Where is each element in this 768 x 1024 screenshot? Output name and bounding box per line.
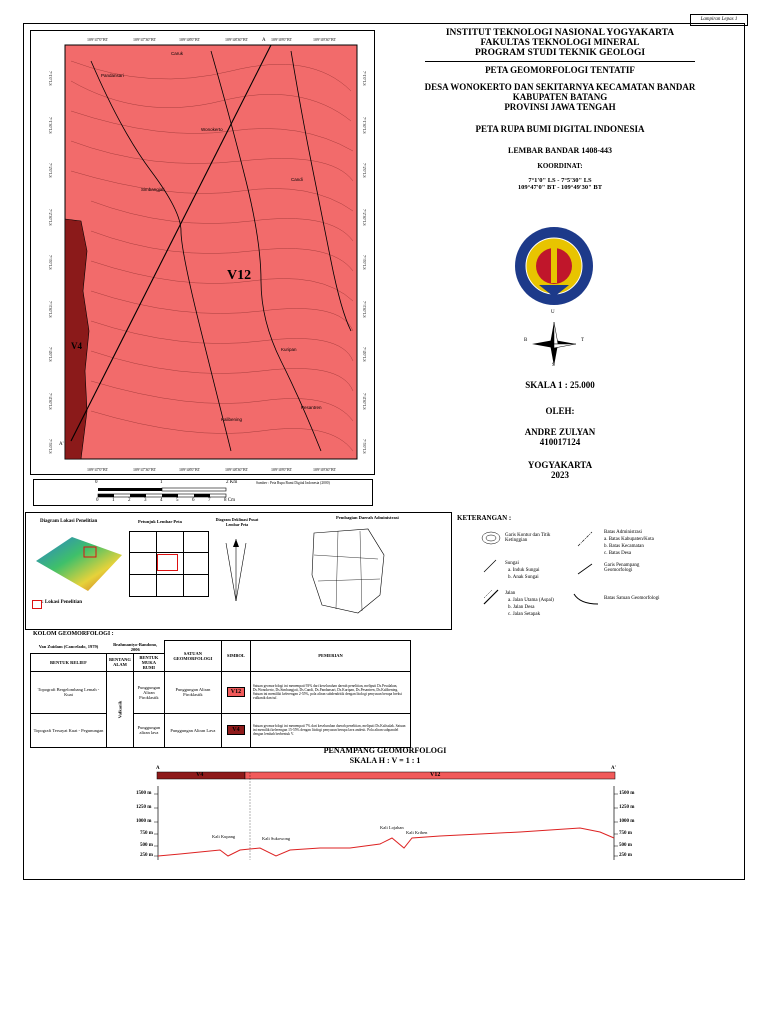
map-place-label: Kalibening xyxy=(221,417,243,422)
declination-diagram xyxy=(212,535,272,605)
scale-km-2: 2 Km xyxy=(226,480,238,485)
section-unit-v4: V4 xyxy=(196,772,204,778)
compass-south: S xyxy=(552,363,555,368)
map-tick-top: 109°48'30"BT xyxy=(225,37,249,42)
symbol-v4: V4 xyxy=(227,725,244,735)
map-tick-top: 109°47'0"BT xyxy=(87,37,109,42)
map-tick-left: 7°1'30"LS xyxy=(48,117,53,134)
scale-cm-label: 7 xyxy=(208,498,211,503)
elev-right-1250: 1250 m xyxy=(619,805,635,810)
unit-v4-area xyxy=(65,219,89,459)
map-tick-left: 7°4'0"LS xyxy=(48,347,53,362)
location-line3: PROVINSI JAWA TENGAH xyxy=(504,102,616,112)
elev-left-500: 500 m xyxy=(140,843,153,848)
map-tick-bottom: 109°47'30"BT xyxy=(133,467,157,472)
header-rule xyxy=(425,61,695,62)
col-pemerian: PEMERIAN xyxy=(250,641,410,672)
elev-right-750: 750 m xyxy=(619,831,632,836)
map-tick-right: 7°2'30"LS xyxy=(362,209,367,226)
row-simbol-cell xyxy=(221,671,250,713)
map-tick-top: 109°47'30"BT xyxy=(133,37,157,42)
col-vanzuidam: Van Zuidam (Cancelado, 1979) xyxy=(38,644,99,649)
scale-cm-label: 0 xyxy=(96,498,99,503)
map-tick-bottom: 109°48'0"BT xyxy=(179,467,201,472)
row-pemerian: Satuan geomorfologi ini menempati 7% dari keseluruhan daerah penelitian, meliputi Ds.Kalisalak. Satuan ini memiliki kelerengan 15-55% dengan litologi penyusun berupa lava andesit. Pola aliran subparalel dengan lembah berbentuk V. xyxy=(250,713,410,747)
section-point-a2: A' xyxy=(611,766,616,771)
compass-east: T xyxy=(581,338,585,343)
geomorphology-map[interactable] xyxy=(31,31,376,476)
location-line1: DESA WONOKERTO DAN SEKITARNYA KECAMATAN BANDAR xyxy=(424,82,696,92)
map-tick-left: 7°4'30"LS xyxy=(48,393,53,410)
row-muka: Punggungan aliran lava xyxy=(133,713,164,747)
legend-road-path: c. Jalan Setapak xyxy=(508,612,541,617)
col-satuan: SATUAN GEOMORFOLOGI xyxy=(164,641,221,672)
elev-left-250: 250 m xyxy=(140,853,153,858)
legend-admin: Batas Administrasi xyxy=(604,530,642,535)
map-place-label: Caruk xyxy=(171,51,184,56)
compass-north: U xyxy=(551,310,555,315)
map-tick-right: 7°1'0"LS xyxy=(362,71,367,86)
section-unit-v12: V12 xyxy=(430,772,441,778)
scale-cm-label: 8 Cm xyxy=(224,498,235,503)
map-tick-left: 7°5'0"LS xyxy=(48,439,53,454)
row-pemerian: Satuan geomorfologi ini menempati 93% dari keseluruhan daerah penelitian, meliputi Ds.Pesalakan, Ds.Wonokerto, Ds.Simbangjati, Ds.Candi, Ds.Pandansari, Ds.Kuripan, Ds.Pesantren, Ds.Kalibening. Satuan ini memiliki kelerengan 2-55%, pola aliran subdendritik dengan litologi penyusun berupa breksi vulkanik dan tuf. xyxy=(250,671,410,713)
legend-admin-desa: c. Batas Desa xyxy=(604,551,632,556)
unit-boundary-icon xyxy=(572,592,600,606)
elev-right-1000: 1000 m xyxy=(619,819,635,824)
map-title: PETA GEOMORFOLOGI TENTATIF xyxy=(485,65,635,75)
legend-section: Garis Penampang Geomorfologi xyxy=(604,563,640,573)
row-relief: Topografi Bergelombang Lemah - Kuat xyxy=(31,671,107,713)
map-scale: SKALA 1 : 25.000 xyxy=(525,380,595,390)
keterangan-title: KETERANGAN : xyxy=(457,514,512,522)
map-tick-top: 109°48'0"BT xyxy=(179,37,201,42)
scale-cm-label: 2 xyxy=(128,498,131,503)
river-label: Kali Kriben xyxy=(406,830,428,835)
row-muka: Punggungan Aliran Piroklastik xyxy=(133,671,164,713)
bentang-value: Vulkanik xyxy=(117,700,123,718)
scale-cm-label: 6 xyxy=(192,498,195,503)
elev-right-1500: 1500 m xyxy=(619,791,635,796)
map-place-label: Kuripan xyxy=(281,347,297,352)
institute-name: INSTITUT TEKNOLOGI NASIONAL YOGYAKARTA xyxy=(445,28,675,38)
scale-km-1: 1 xyxy=(160,480,163,485)
legend-river-main: a. Induk Sungai xyxy=(508,568,540,573)
bentang-cell xyxy=(107,671,134,747)
map-tick-top: 109°49'30"BT xyxy=(313,37,337,42)
admin-boundary-icon xyxy=(576,530,594,548)
map-tick-right: 7°4'30"LS xyxy=(362,393,367,410)
north-arrow-icon xyxy=(530,320,578,368)
coordinate-label: KOORDINAT: xyxy=(537,162,583,170)
row-simbol-cell xyxy=(221,713,250,747)
faculty-name: FAKULTAS TEKNOLOGI MINERAL xyxy=(480,38,640,48)
elev-left-1250: 1250 m xyxy=(136,805,152,810)
map-tick-bottom: 109°48'30"BT xyxy=(225,467,249,472)
coordinate-lon: 109°47'0" BT - 109°49'30" BT xyxy=(517,184,603,191)
scale-cm-label: 4 xyxy=(160,498,163,503)
road-icon xyxy=(482,588,500,606)
lokasi-legend: : Lokasi Penelitian xyxy=(42,600,83,605)
elev-right-250: 250 m xyxy=(619,853,632,858)
row-relief: Topografi Tersayat Kuat - Pegunungan xyxy=(31,713,107,747)
kolom-title: KOLOM GEOMORFOLOGI : xyxy=(33,631,114,637)
city-name: YOGYAKARTA xyxy=(527,460,593,470)
map-unit-v12: V12 xyxy=(227,268,252,283)
sub-bentuk-relief: BENTUK RELIEF xyxy=(31,653,107,671)
year: 2023 xyxy=(551,470,569,480)
map-place-label: Candi xyxy=(291,177,303,182)
legend-road-main: a. Jalan Utama (Aspal) xyxy=(508,598,554,603)
legend-river-trib: b. Anak Sungai xyxy=(508,575,539,580)
row-satuan: Punggungan Aliran Lava xyxy=(164,713,221,747)
map-tick-bottom: 109°47'0"BT xyxy=(87,467,109,472)
institute-logo xyxy=(513,225,595,307)
river-label: Kali Lojahan xyxy=(380,825,404,830)
admin-division-map xyxy=(308,525,390,617)
petunjuk-highlight xyxy=(157,554,178,571)
cross-section-profile xyxy=(150,764,620,874)
river-label: Kali Sukowong xyxy=(262,836,291,841)
compass-west: B xyxy=(524,338,528,343)
scale-cm-label: 3 xyxy=(144,498,147,503)
source-note: Sumber : Peta Rupa Bumi Digital Indonesia (2000) xyxy=(256,481,330,485)
col-brahmantyo: Brahmantyo-Bandono, 2006 xyxy=(113,641,158,652)
map-tick-left: 7°2'30"LS xyxy=(48,209,53,226)
lokasi-swatch xyxy=(32,600,42,609)
legend-unit-boundary: Batas Satuan Geomorfologi xyxy=(604,596,660,601)
map-tick-right: 7°2'0"LS xyxy=(362,163,367,178)
author-nim: 410017124 xyxy=(539,437,581,447)
map-sheet: LEMBAR BANDAR 1408-443 xyxy=(508,146,612,155)
map-tick-top: 109°49'0"BT xyxy=(271,37,293,42)
location-line2: KABUPATEN BATANG xyxy=(512,92,608,102)
map-tick-left: 7°3'30"LS xyxy=(48,301,53,318)
river-icon xyxy=(482,558,498,574)
map-tick-right: 7°3'30"LS xyxy=(362,301,367,318)
map-place-label: Simbangjati xyxy=(141,187,165,192)
map-tick-right: 7°3'0"LS xyxy=(362,255,367,270)
legend-contour: Garis Kontur dan Titik Ketinggian xyxy=(505,533,551,543)
map-panel[interactable] xyxy=(30,30,375,475)
elev-left-750: 750 m xyxy=(140,831,153,836)
legend-river: Sungai xyxy=(505,561,519,566)
contour-icon xyxy=(480,530,502,546)
scale-km-0: 0 xyxy=(95,480,98,485)
elev-left-1000: 1000 m xyxy=(136,819,152,824)
sub-bentuk-muka: BENTUK MUKA BUMI xyxy=(133,653,164,671)
sub-bentang-alam: BENTANG ALAM xyxy=(107,653,134,671)
map-point-a: A xyxy=(262,38,266,43)
map-unit-v4: V4 xyxy=(71,341,82,351)
location-3d-map xyxy=(32,531,124,593)
pembagian-title: Pembagian Daerah Administrasi xyxy=(336,515,399,520)
map-place-label: Pesantren xyxy=(301,405,322,410)
title-block xyxy=(395,28,725,191)
map-tick-left: 7°2'0"LS xyxy=(48,163,53,178)
scale-bar-box xyxy=(33,479,373,506)
map-tick-bottom: 109°49'30"BT xyxy=(313,467,337,472)
row-satuan: Punggungan Aliran Piroklastik xyxy=(164,671,221,713)
map-tick-right: 7°5'0"LS xyxy=(362,439,367,454)
legend-road-village: b. Jalan Desa xyxy=(508,605,535,610)
scale-cm-label: 5 xyxy=(176,498,179,503)
petunjuk-title: Petunjuk Lembar Peta xyxy=(138,519,182,524)
legend-admin-kab: a. Batas Kabupaten/Kota xyxy=(604,537,654,542)
map-tick-right: 7°1'30"LS xyxy=(362,117,367,134)
author-label: OLEH: xyxy=(545,406,575,416)
map-tick-left: 7°3'0"LS xyxy=(48,255,53,270)
section-line-icon xyxy=(576,562,594,576)
geomorphology-column-table xyxy=(30,640,411,748)
appendix-tag: Lampiran Lepas 1 xyxy=(690,14,748,26)
legend-road: Jalan xyxy=(505,591,516,596)
map-source: PETA RUPA BUMI DIGITAL INDONESIA xyxy=(475,124,645,134)
map-tick-left: 7°1'0"LS xyxy=(48,71,53,86)
coordinate-lat: 7°1'0" LS - 7°5'30" LS xyxy=(528,177,592,184)
map-tick-right: 7°4'0"LS xyxy=(362,347,367,362)
lokasi-title: Diagram Lokasi Penelitian xyxy=(40,519,98,524)
col-simbol: SIMBOL xyxy=(221,641,250,672)
elev-right-500: 500 m xyxy=(619,843,632,848)
program-name: PROGRAM STUDI TEKNIK GEOLOGI xyxy=(474,48,646,58)
legend-admin-kec: b. Batas Kecamatan xyxy=(604,544,644,549)
map-place-label: Pandansari xyxy=(101,73,124,78)
deklinasi-title: Diagram Deklinasi Pusat Lembar Peta xyxy=(215,517,259,527)
map-place-label: Wonokerto xyxy=(201,127,223,132)
elev-left-1500: 1500 m xyxy=(136,791,152,796)
inset-panel xyxy=(25,512,452,630)
symbol-v12: V12 xyxy=(227,687,245,697)
section-scale: SKALA H : V = 1 : 1 xyxy=(349,756,421,765)
river-label: Kali Kupang xyxy=(212,834,236,839)
section-title: PENAMPANG GEOMORFOLOGI xyxy=(323,746,447,755)
author-name: ANDRE ZULYAN xyxy=(524,427,596,437)
topographic-profile xyxy=(158,828,614,856)
scale-cm-label: 1 xyxy=(112,498,115,503)
section-point-a: A xyxy=(156,766,160,771)
map-tick-bottom: 109°49'0"BT xyxy=(271,467,293,472)
map-point-a2: A' xyxy=(59,442,64,447)
